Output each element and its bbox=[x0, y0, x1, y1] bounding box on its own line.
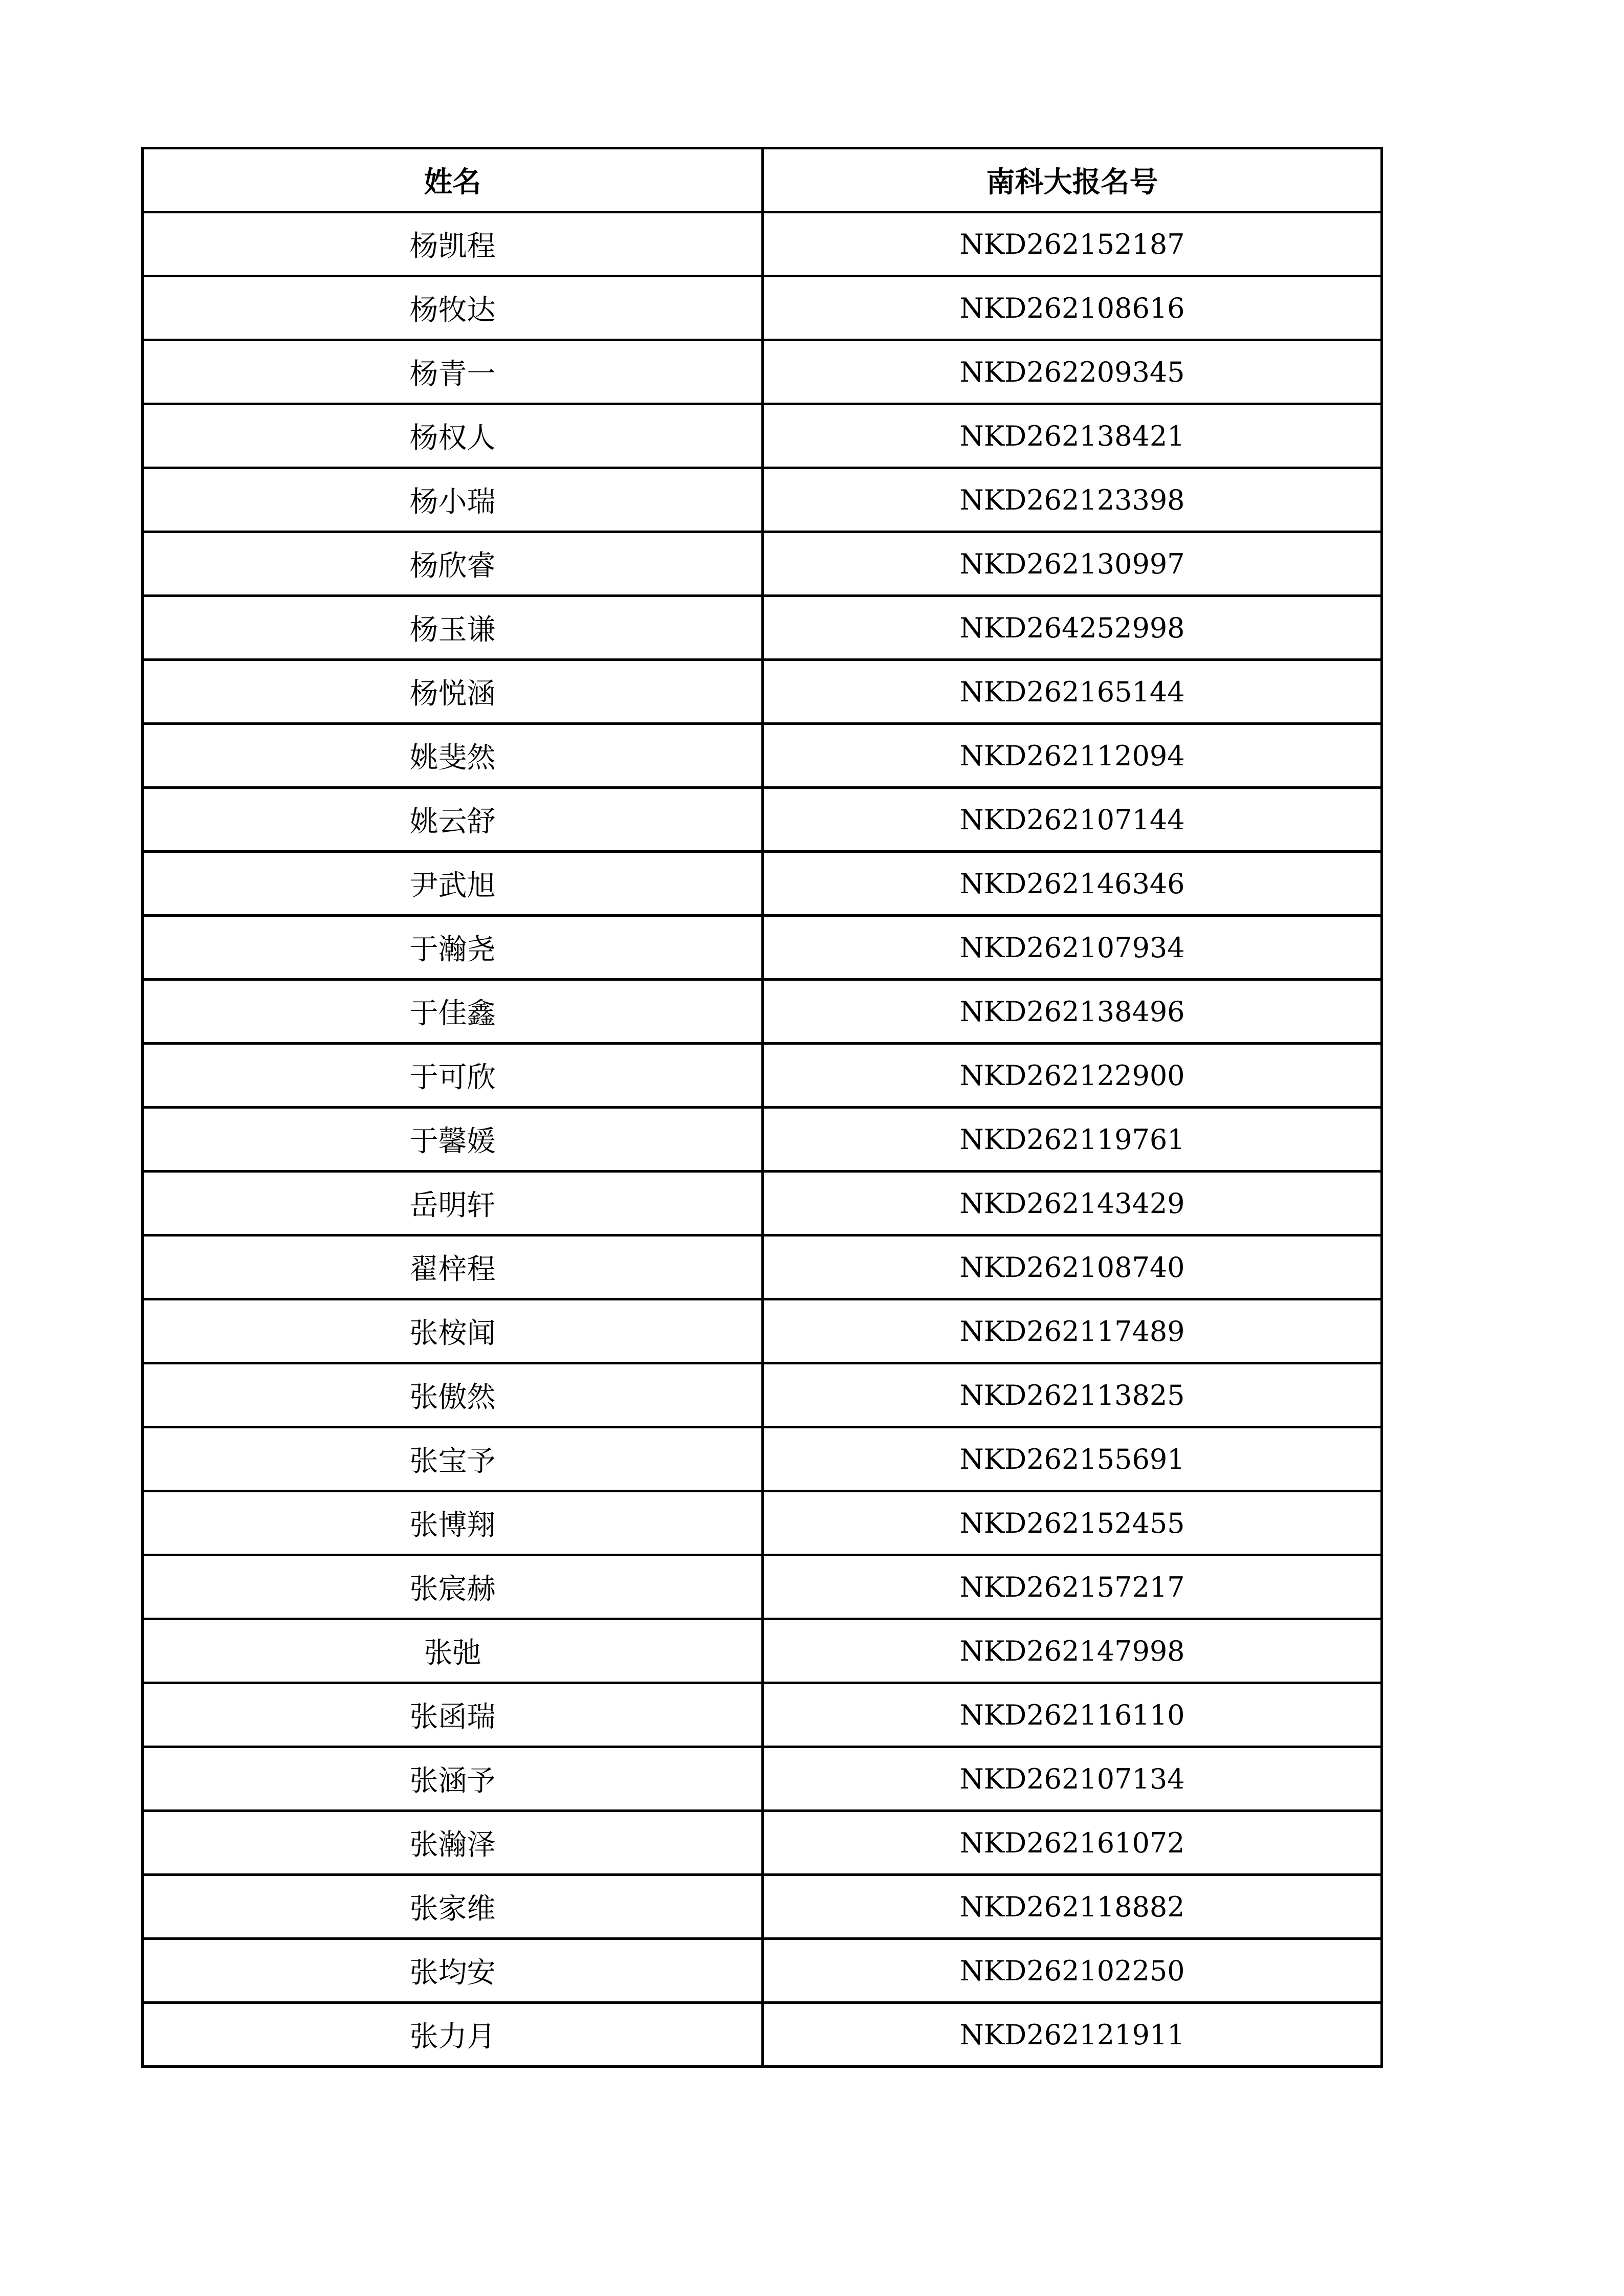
table-row bbox=[143, 1811, 1382, 1875]
cell-registration-number: NKD262107144 bbox=[763, 788, 1382, 852]
table-row bbox=[143, 724, 1382, 788]
cell-name: 张博翔 bbox=[143, 1491, 763, 1555]
header-registration-number: 南科大报名号 bbox=[763, 148, 1382, 212]
cell-registration-number: NKD262118882 bbox=[763, 1875, 1382, 1939]
cell-name: 杨权人 bbox=[143, 404, 763, 468]
cell-name: 杨青一 bbox=[143, 340, 763, 404]
cell-registration-number: NKD262122900 bbox=[763, 1044, 1382, 1108]
table-row bbox=[143, 916, 1382, 980]
table-row bbox=[143, 660, 1382, 724]
cell-registration-number: NKD262209345 bbox=[763, 340, 1382, 404]
cell-registration-number: NKD262146346 bbox=[763, 852, 1382, 916]
cell-registration-number: NKD262155691 bbox=[763, 1427, 1382, 1491]
cell-registration-number: NKD262157217 bbox=[763, 1555, 1382, 1619]
table-row bbox=[143, 1044, 1382, 1108]
cell-registration-number: NKD262117489 bbox=[763, 1299, 1382, 1363]
cell-name: 张瀚泽 bbox=[143, 1811, 763, 1875]
table-row bbox=[143, 1235, 1382, 1299]
cell-name: 杨悦涵 bbox=[143, 660, 763, 724]
cell-registration-number: NKD262119761 bbox=[763, 1108, 1382, 1172]
table-row bbox=[143, 1108, 1382, 1172]
cell-name: 张均安 bbox=[143, 1939, 763, 2003]
table-row bbox=[143, 980, 1382, 1044]
cell-name: 岳明轩 bbox=[143, 1172, 763, 1235]
cell-registration-number: NKD262107134 bbox=[763, 1747, 1382, 1811]
cell-name: 杨玉谦 bbox=[143, 596, 763, 660]
table-row bbox=[143, 1172, 1382, 1235]
cell-registration-number: NKD262165144 bbox=[763, 660, 1382, 724]
cell-name: 于佳鑫 bbox=[143, 980, 763, 1044]
cell-name: 张弛 bbox=[143, 1619, 763, 1683]
table-row bbox=[143, 532, 1382, 596]
cell-name: 尹武旭 bbox=[143, 852, 763, 916]
table-row bbox=[143, 404, 1382, 468]
table-row bbox=[143, 1427, 1382, 1491]
table-row bbox=[143, 1875, 1382, 1939]
table-row bbox=[143, 1683, 1382, 1747]
table-row bbox=[143, 1299, 1382, 1363]
cell-name: 张力月 bbox=[143, 2003, 763, 2067]
cell-registration-number: NKD262152455 bbox=[763, 1491, 1382, 1555]
table-row bbox=[143, 2003, 1382, 2067]
cell-name: 张傲然 bbox=[143, 1363, 763, 1427]
table-row bbox=[143, 1491, 1382, 1555]
cell-name: 于馨媛 bbox=[143, 1108, 763, 1172]
cell-name: 姚云舒 bbox=[143, 788, 763, 852]
table-row bbox=[143, 1939, 1382, 2003]
table-row bbox=[143, 1363, 1382, 1427]
cell-registration-number: NKD262147998 bbox=[763, 1619, 1382, 1683]
cell-name: 姚斐然 bbox=[143, 724, 763, 788]
cell-registration-number: NKD262108740 bbox=[763, 1235, 1382, 1299]
cell-name: 杨牧达 bbox=[143, 276, 763, 340]
cell-registration-number: NKD262123398 bbox=[763, 468, 1382, 532]
table-row bbox=[143, 852, 1382, 916]
table-body bbox=[143, 212, 1382, 2067]
cell-name: 翟梓程 bbox=[143, 1235, 763, 1299]
table-row bbox=[143, 1555, 1382, 1619]
cell-name: 张宸赫 bbox=[143, 1555, 763, 1619]
cell-name: 于瀚尧 bbox=[143, 916, 763, 980]
header-name: 姓名 bbox=[143, 148, 763, 212]
registration-table bbox=[141, 147, 1383, 2068]
cell-name: 于可欣 bbox=[143, 1044, 763, 1108]
table-row bbox=[143, 596, 1382, 660]
table-row bbox=[143, 788, 1382, 852]
table-header-row bbox=[143, 148, 1382, 212]
cell-registration-number: NKD262143429 bbox=[763, 1172, 1382, 1235]
table-row bbox=[143, 340, 1382, 404]
cell-name: 张宝予 bbox=[143, 1427, 763, 1491]
cell-registration-number: NKD262138421 bbox=[763, 404, 1382, 468]
cell-name: 张函瑞 bbox=[143, 1683, 763, 1747]
cell-registration-number: NKD262108616 bbox=[763, 276, 1382, 340]
cell-name: 杨欣睿 bbox=[143, 532, 763, 596]
cell-registration-number: NKD262121911 bbox=[763, 2003, 1382, 2067]
table-row bbox=[143, 276, 1382, 340]
registration-table-container bbox=[141, 147, 1380, 2068]
cell-registration-number: NKD262152187 bbox=[763, 212, 1382, 276]
table-row bbox=[143, 1747, 1382, 1811]
cell-registration-number: NKD262102250 bbox=[763, 1939, 1382, 2003]
cell-registration-number: NKD264252998 bbox=[763, 596, 1382, 660]
table-row bbox=[143, 1619, 1382, 1683]
cell-name: 杨小瑞 bbox=[143, 468, 763, 532]
cell-name: 张桉闻 bbox=[143, 1299, 763, 1363]
table-row bbox=[143, 468, 1382, 532]
cell-name: 张涵予 bbox=[143, 1747, 763, 1811]
cell-registration-number: NKD262161072 bbox=[763, 1811, 1382, 1875]
cell-registration-number: NKD262112094 bbox=[763, 724, 1382, 788]
table-row bbox=[143, 212, 1382, 276]
cell-registration-number: NKD262130997 bbox=[763, 532, 1382, 596]
cell-registration-number: NKD262138496 bbox=[763, 980, 1382, 1044]
cell-registration-number: NKD262107934 bbox=[763, 916, 1382, 980]
cell-registration-number: NKD262113825 bbox=[763, 1363, 1382, 1427]
cell-registration-number: NKD262116110 bbox=[763, 1683, 1382, 1747]
cell-name: 杨凯程 bbox=[143, 212, 763, 276]
cell-name: 张家维 bbox=[143, 1875, 763, 1939]
